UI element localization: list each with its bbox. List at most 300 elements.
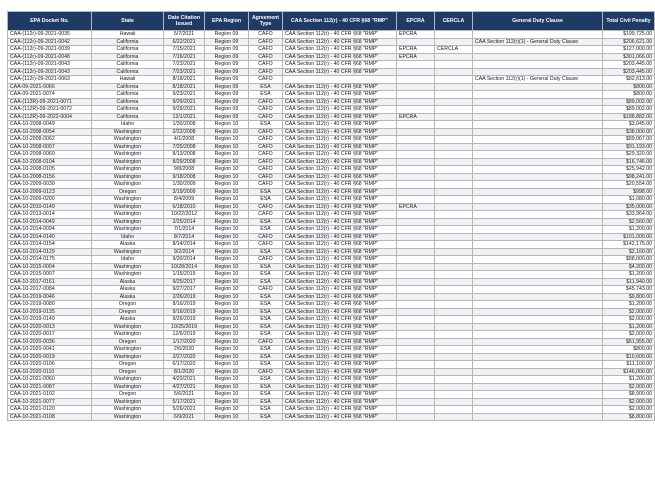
table-row — [8, 181, 655, 189]
cell-rmp: CAA Section 112(r) - 40 CFR §68 "RMP" — [283, 143, 397, 151]
cell-docket-no: CAA-10-2008-0054 — [8, 128, 92, 136]
cell-state: Washington — [92, 211, 164, 219]
cell-total-penalty: $199,725.00 — [603, 31, 655, 39]
cell-rmp: CAA Section 112(r) - 40 CFR §68 "RMP" — [283, 406, 397, 414]
cell-date-issued: 4/27/2021 — [164, 383, 205, 391]
cell-date-issued: 4/20/2021 — [164, 376, 205, 384]
cell-cercla — [435, 308, 473, 316]
cell-rmp: CAA Section 112(r) - 40 CFR §68 "RMP" — [283, 361, 397, 369]
cell-general-duty-clause — [473, 211, 603, 219]
cell-general-duty-clause — [473, 136, 603, 144]
cell-agreement-type: ESA — [249, 316, 283, 324]
cell-total-penalty: $8,800.00 — [603, 413, 655, 421]
cell-state: Idaho — [92, 256, 164, 264]
cell-date-issued: 5/17/2021 — [164, 398, 205, 406]
cell-agreement-type: CAFO — [249, 46, 283, 54]
cell-agreement-type: CAFO — [249, 203, 283, 211]
cell-docket-no: CAA-10-2019-0149 — [8, 316, 92, 324]
cell-epcra — [397, 398, 435, 406]
cell-cercla — [435, 68, 473, 76]
cell-docket-no: CAA-10-2015-0007 — [8, 271, 92, 279]
cell-cercla — [435, 91, 473, 99]
cell-docket-no: CAA-10-2020-0017 — [8, 331, 92, 339]
cell-cercla — [435, 83, 473, 91]
cell-docket-no: CAA-(112R)-09-2021-0071 — [8, 98, 92, 106]
cell-cercla — [435, 121, 473, 129]
cell-total-penalty: $2,560.00 — [603, 218, 655, 226]
cell-epcra — [397, 166, 435, 174]
cell-general-duty-clause — [473, 248, 603, 256]
cell-epcra — [397, 331, 435, 339]
cell-docket-no: CAA-09-2021-0074 — [8, 91, 92, 99]
cell-total-penalty: $101,000.00 — [603, 233, 655, 241]
cell-docket-no: CAA-10-2008-0097 — [8, 143, 92, 151]
cell-date-issued: 10/28/2014 — [164, 263, 205, 271]
cell-cercla — [435, 271, 473, 279]
cell-docket-no: CAA-10-2021-0108 — [8, 413, 92, 421]
cell-agreement-type: ESA — [249, 278, 283, 286]
table-row — [8, 151, 655, 159]
cell-general-duty-clause — [473, 68, 603, 76]
cell-general-duty-clause — [473, 83, 603, 91]
cell-agreement-type: CAFO — [249, 233, 283, 241]
cell-epcra — [397, 196, 435, 204]
cell-docket-no: CAA-(112r)-09-2021-0035 — [8, 31, 92, 39]
cell-rmp: CAA Section 112(r) - 40 CFR §68 "RMP" — [283, 203, 397, 211]
cell-rmp: CAA Section 112(r) - 40 CFR §68 "RMP" — [283, 128, 397, 136]
cell-rmp: CAA Section 112(r) - 40 CFR §68 "RMP" — [283, 353, 397, 361]
cell-epcra — [397, 151, 435, 159]
cell-epa-region: Region 10 — [205, 338, 249, 346]
cell-general-duty-clause — [473, 226, 603, 234]
cell-epa-region: Region 10 — [205, 188, 249, 196]
cell-epcra — [397, 391, 435, 399]
cell-state: Oregon — [92, 361, 164, 369]
cell-state: Alaska — [92, 293, 164, 301]
cell-date-issued: 9/18/2008 — [164, 173, 205, 181]
cell-epcra — [397, 248, 435, 256]
cell-rmp: CAA Section 112(r) - 40 CFR §68 "RMP" — [283, 158, 397, 166]
cell-epa-region: Region 10 — [205, 398, 249, 406]
cell-cercla — [435, 143, 473, 151]
cell-general-duty-clause — [473, 106, 603, 114]
cell-cercla — [435, 158, 473, 166]
cell-date-issued: 5/6/2021 — [164, 391, 205, 399]
cell-general-duty-clause: CAA Section 112(r)(1) - General Duty Clause — [473, 76, 603, 84]
cell-rmp: CAA Section 112(r) - 40 CFR §68 "RMP" — [283, 173, 397, 181]
cell-general-duty-clause — [473, 391, 603, 399]
cell-epcra — [397, 61, 435, 69]
cell-docket-no: CAA-10-2020-0106 — [8, 361, 92, 369]
cell-epcra: EPCRA — [397, 46, 435, 54]
cell-docket-no: CAA-10-2017-0084 — [8, 286, 92, 294]
cell-epa-region: Region 10 — [205, 241, 249, 249]
cell-docket-no: CAA-10-2020-0019 — [8, 353, 92, 361]
cell-state: Washington — [92, 323, 164, 331]
cell-epa-region: Region 10 — [205, 173, 249, 181]
cell-rmp: CAA Section 112(r) - 40 CFR §68 "RMP" — [283, 188, 397, 196]
cell-state: Washington — [92, 173, 164, 181]
cell-date-issued: 7/25/2008 — [164, 143, 205, 151]
cell-epcra — [397, 38, 435, 46]
cell-agreement-type: CAFO — [249, 368, 283, 376]
cell-docket-no: CAA-(112r)-09-2021-0043 — [8, 61, 92, 69]
cell-agreement-type: CAFO — [249, 166, 283, 174]
cell-epa-region: Region 10 — [205, 181, 249, 189]
cell-epcra — [397, 218, 435, 226]
cell-rmp: CAA Section 112(r) - 40 CFR §68 "RMP" — [283, 83, 397, 91]
cell-date-issued: 9/16/2019 — [164, 308, 205, 316]
table-row — [8, 323, 655, 331]
header-rmp: CAA Section 112(r) - 40 CFR §68 "RMP" — [283, 12, 397, 31]
table-row — [8, 361, 655, 369]
cell-general-duty-clause — [473, 316, 603, 324]
cell-total-penalty: $800.00 — [603, 91, 655, 99]
cell-state: Washington — [92, 226, 164, 234]
cell-cercla — [435, 188, 473, 196]
cell-cercla — [435, 31, 473, 39]
cell-docket-no: CAA-(112r)-09-2021-0042 — [8, 38, 92, 46]
cell-cercla — [435, 196, 473, 204]
cell-cercla — [435, 181, 473, 189]
cell-state: Washington — [92, 158, 164, 166]
cell-general-duty-clause — [473, 196, 603, 204]
cell-state: Washington — [92, 331, 164, 339]
cell-date-issued: 5/26/2021 — [164, 406, 205, 414]
cell-state: Alaska — [92, 241, 164, 249]
cell-general-duty-clause — [473, 383, 603, 391]
cell-docket-no: CAA-10-2019-0046 — [8, 293, 92, 301]
cell-date-issued: 6/18/2010 — [164, 203, 205, 211]
cell-rmp: CAA Section 112(r) - 40 CFR §68 "RMP" — [283, 136, 397, 144]
cell-epcra — [397, 323, 435, 331]
cell-agreement-type: CAFO — [249, 98, 283, 106]
cell-total-penalty: $2,000.00 — [603, 398, 655, 406]
table-row — [8, 83, 655, 91]
cell-total-penalty: $9,800.00 — [603, 293, 655, 301]
cell-total-penalty: $127,000.00 — [603, 46, 655, 54]
cell-date-issued: 2/25/2014 — [164, 218, 205, 226]
cell-cercla — [435, 413, 473, 421]
cell-general-duty-clause — [473, 203, 603, 211]
table-row — [8, 158, 655, 166]
cell-docket-no: CAA-10-2014-0140 — [8, 233, 92, 241]
cell-docket-no: CAA-10-2009-0123 — [8, 188, 92, 196]
cell-agreement-type: ESA — [249, 91, 283, 99]
cell-state: Oregon — [92, 308, 164, 316]
cell-general-duty-clause — [473, 376, 603, 384]
cell-general-duty-clause — [473, 368, 603, 376]
cell-cercla — [435, 353, 473, 361]
cell-agreement-type: ESA — [249, 263, 283, 271]
cell-date-issued: 8/14/2014 — [164, 241, 205, 249]
cell-agreement-type: CAFO — [249, 241, 283, 249]
cell-total-penalty: $89,067.00 — [603, 136, 655, 144]
table-row — [8, 188, 655, 196]
cell-agreement-type: CAFO — [249, 143, 283, 151]
cell-total-penalty: $2,000.00 — [603, 406, 655, 414]
cell-date-issued: 5/7/2021 — [164, 31, 205, 39]
cell-agreement-type: CAFO — [249, 113, 283, 121]
cell-docket-no: CAA-10-2008-0105 — [8, 166, 92, 174]
cell-general-duty-clause — [473, 413, 603, 421]
cell-general-duty-clause — [473, 293, 603, 301]
cell-epcra — [397, 83, 435, 91]
cell-epa-region: Region 10 — [205, 293, 249, 301]
cell-state: Washington — [92, 383, 164, 391]
cell-agreement-type: CAFO — [249, 53, 283, 61]
table-row — [8, 196, 655, 204]
table-row — [8, 241, 655, 249]
cell-general-duty-clause — [473, 323, 603, 331]
cell-date-issued: 9/23/2021 — [164, 91, 205, 99]
table-row — [8, 136, 655, 144]
cell-cercla — [435, 241, 473, 249]
table-row — [8, 271, 655, 279]
table-row — [8, 316, 655, 324]
cell-state: Washington — [92, 151, 164, 159]
header-general-duty-clause: General Duty Clause — [473, 12, 603, 31]
cell-state: California — [92, 98, 164, 106]
cell-date-issued: 2/26/2019 — [164, 293, 205, 301]
cell-date-issued: 2/22/2008 — [164, 128, 205, 136]
cell-date-issued: 9/8/2008 — [164, 166, 205, 174]
cell-docket-no: CAA-09-2021-0066 — [8, 83, 92, 91]
cell-cercla — [435, 301, 473, 309]
cell-general-duty-clause — [473, 31, 603, 39]
cell-rmp: CAA Section 112(r) - 40 CFR §68 "RMP" — [283, 368, 397, 376]
cell-docket-no: CAA-10-2021-0077 — [8, 398, 92, 406]
table-row — [8, 61, 655, 69]
cell-epcra — [397, 316, 435, 324]
cell-epcra — [397, 68, 435, 76]
cell-date-issued: 1/30/2008 — [164, 121, 205, 129]
cell-docket-no: CAA-10-2014-0154 — [8, 241, 92, 249]
cell-total-penalty: $11,100.00 — [603, 361, 655, 369]
cell-total-penalty: $2,000.00 — [603, 331, 655, 339]
cell-epa-region: Region 09 — [205, 106, 249, 114]
cell-epa-region: Region 10 — [205, 166, 249, 174]
cell-epa-region: Region 09 — [205, 113, 249, 121]
header-row — [8, 12, 655, 31]
cell-epcra — [397, 158, 435, 166]
cell-epcra — [397, 106, 435, 114]
cell-agreement-type: CAFO — [249, 76, 283, 84]
cell-docket-no: CAA-10-2009-0030 — [8, 181, 92, 189]
cell-epa-region: Region 10 — [205, 361, 249, 369]
cell-state: Oregon — [92, 368, 164, 376]
cell-date-issued: 7/16/2021 — [164, 53, 205, 61]
cell-cercla — [435, 53, 473, 61]
cell-state: Washington — [92, 398, 164, 406]
cell-rmp: CAA Section 112(r) - 40 CFR §68 "RMP" — [283, 413, 397, 421]
cell-date-issued: 10/22/2012 — [164, 211, 205, 219]
cell-state: Alaska — [92, 316, 164, 324]
cell-cercla — [435, 406, 473, 414]
cell-epcra — [397, 173, 435, 181]
cell-epa-region: Region 10 — [205, 128, 249, 136]
cell-total-penalty: $1,200.00 — [603, 376, 655, 384]
cell-state: Oregon — [92, 301, 164, 309]
cell-epa-region: Region 09 — [205, 76, 249, 84]
cell-epcra: EPCRA — [397, 53, 435, 61]
cell-epa-region: Region 10 — [205, 346, 249, 354]
cell-date-issued: 9/27/2017 — [164, 286, 205, 294]
cell-state: California — [92, 38, 164, 46]
cell-total-penalty: $188,882.00 — [603, 113, 655, 121]
cell-docket-no: CAA-(112r)-09-2021-0043 — [8, 68, 92, 76]
cell-state: Washington — [92, 271, 164, 279]
cell-epa-region: Region 10 — [205, 376, 249, 384]
cell-state: Hawaii — [92, 76, 164, 84]
cell-state: Alaska — [92, 278, 164, 286]
cell-epa-region: Region 10 — [205, 271, 249, 279]
cell-general-duty-clause — [473, 91, 603, 99]
cell-total-penalty: $16,746.00 — [603, 158, 655, 166]
table-row — [8, 53, 655, 61]
cell-state: Washington — [92, 136, 164, 144]
cell-state: California — [92, 61, 164, 69]
cell-epcra — [397, 406, 435, 414]
cell-rmp: CAA Section 112(r) - 40 CFR §68 "RMP" — [283, 38, 397, 46]
cell-general-duty-clause — [473, 301, 603, 309]
cell-epa-region: Region 10 — [205, 406, 249, 414]
cell-agreement-type: ESA — [249, 323, 283, 331]
cell-agreement-type: CAFO — [249, 61, 283, 69]
table-row — [8, 128, 655, 136]
table-row — [8, 98, 655, 106]
cell-total-penalty: $2,000.00 — [603, 383, 655, 391]
cell-general-duty-clause — [473, 188, 603, 196]
cell-cercla — [435, 338, 473, 346]
cell-epa-region: Region 10 — [205, 256, 249, 264]
cell-date-issued: 6/9/2021 — [164, 413, 205, 421]
cell-docket-no: CAA-10-2020-0041 — [8, 346, 92, 354]
cell-total-penalty: $203,445.00 — [603, 68, 655, 76]
cell-epcra — [397, 278, 435, 286]
cell-docket-no: CAA-10-2013-0014 — [8, 211, 92, 219]
cell-rmp: CAA Section 112(r) - 40 CFR §68 "RMP" — [283, 376, 397, 384]
cell-rmp: CAA Section 112(r) - 40 CFR §68 "RMP" — [283, 113, 397, 121]
cell-total-penalty: $142,175.00 — [603, 241, 655, 249]
cell-rmp: CAA Section 112(r) - 40 CFR §68 "RMP" — [283, 331, 397, 339]
cell-rmp: CAA Section 112(r) - 40 CFR §68 "RMP" — [283, 263, 397, 271]
cell-general-duty-clause — [473, 278, 603, 286]
cell-docket-no: CAA-10-2008-0156 — [8, 173, 92, 181]
cell-agreement-type: ESA — [249, 188, 283, 196]
cell-epcra — [397, 346, 435, 354]
cell-cercla: CERCLA — [435, 46, 473, 54]
cell-cercla — [435, 173, 473, 181]
header-agreement-type: Agreement Type — [249, 12, 283, 31]
cell-epcra — [397, 181, 435, 189]
table-row — [8, 233, 655, 241]
cell-rmp: CAA Section 112(r) - 40 CFR §68 "RMP" — [283, 218, 397, 226]
table-row — [8, 226, 655, 234]
cell-epa-region: Region 10 — [205, 158, 249, 166]
cell-general-duty-clause — [473, 346, 603, 354]
cell-state: Idaho — [92, 121, 164, 129]
table-row — [8, 376, 655, 384]
cell-epa-region: Region 10 — [205, 316, 249, 324]
cell-docket-no: CAA-10-2008-0049 — [8, 121, 92, 129]
cell-epa-region: Region 10 — [205, 226, 249, 234]
table-header — [8, 12, 655, 31]
cell-agreement-type: ESA — [249, 226, 283, 234]
cell-cercla — [435, 323, 473, 331]
cell-docket-no: CAA-10-2019-0135 — [8, 308, 92, 316]
cell-epcra — [397, 308, 435, 316]
cell-epcra — [397, 188, 435, 196]
cell-state: California — [92, 91, 164, 99]
table-row — [8, 211, 655, 219]
cell-state: Hawaii — [92, 31, 164, 39]
cell-state: Washington — [92, 376, 164, 384]
cell-agreement-type: ESA — [249, 293, 283, 301]
cell-agreement-type: CAFO — [249, 256, 283, 264]
cell-general-duty-clause — [473, 308, 603, 316]
cell-epcra — [397, 263, 435, 271]
header-state: State — [92, 12, 164, 31]
table-row — [8, 383, 655, 391]
cell-total-penalty: $800.00 — [603, 83, 655, 91]
cell-rmp: CAA Section 112(r) - 40 CFR §68 "RMP" — [283, 68, 397, 76]
cell-rmp: CAA Section 112(r) - 40 CFR §68 "RMP" — [283, 241, 397, 249]
cell-rmp: CAA Section 112(r) - 40 CFR §68 "RMP" — [283, 323, 397, 331]
cell-total-penalty: $89,002.00 — [603, 98, 655, 106]
cell-total-penalty: $2,000.00 — [603, 316, 655, 324]
cell-state: Washington — [92, 346, 164, 354]
table-row — [8, 218, 655, 226]
cell-general-duty-clause — [473, 53, 603, 61]
cell-epcra — [397, 91, 435, 99]
cell-general-duty-clause — [473, 46, 603, 54]
cell-epcra — [397, 293, 435, 301]
cell-total-penalty: $35,000.00 — [603, 203, 655, 211]
cell-total-penalty: $4,200.00 — [603, 263, 655, 271]
cell-epcra: EPCRA — [397, 113, 435, 121]
cell-rmp: CAA Section 112(r) - 40 CFR §68 "RMP" — [283, 98, 397, 106]
cell-agreement-type: ESA — [249, 301, 283, 309]
cell-rmp: CAA Section 112(r) - 40 CFR §68 "RMP" — [283, 46, 397, 54]
cell-agreement-type: CAFO — [249, 211, 283, 219]
cell-total-penalty: $20,554.00 — [603, 181, 655, 189]
cell-cercla — [435, 391, 473, 399]
cell-date-issued: 2/6/2020 — [164, 346, 205, 354]
cell-rmp: CAA Section 112(r) - 40 CFR §68 "RMP" — [283, 301, 397, 309]
cell-epcra — [397, 361, 435, 369]
table-row — [8, 248, 655, 256]
table-row — [8, 166, 655, 174]
cell-general-duty-clause — [473, 128, 603, 136]
cell-cercla — [435, 346, 473, 354]
cell-total-penalty: $10,600.00 — [603, 353, 655, 361]
cell-general-duty-clause — [473, 353, 603, 361]
table-row — [8, 76, 655, 84]
cell-docket-no: CAA-10-2014-0094 — [8, 226, 92, 234]
cell-total-penalty: $61,955.00 — [603, 338, 655, 346]
cell-cercla — [435, 226, 473, 234]
cell-rmp: CAA Section 112(r) - 40 CFR §68 "RMP" — [283, 383, 397, 391]
cell-total-penalty: $38,000.00 — [603, 128, 655, 136]
cell-total-penalty: $1,200.00 — [603, 226, 655, 234]
cell-rmp: CAA Section 112(r) - 40 CFR §68 "RMP" — [283, 316, 397, 324]
cell-rmp: CAA Section 112(r) - 40 CFR §68 "RMP" — [283, 256, 397, 264]
cell-epa-region: Region 10 — [205, 308, 249, 316]
cell-total-penalty: $998.00 — [603, 188, 655, 196]
cell-epa-region: Region 10 — [205, 196, 249, 204]
table-row — [8, 398, 655, 406]
